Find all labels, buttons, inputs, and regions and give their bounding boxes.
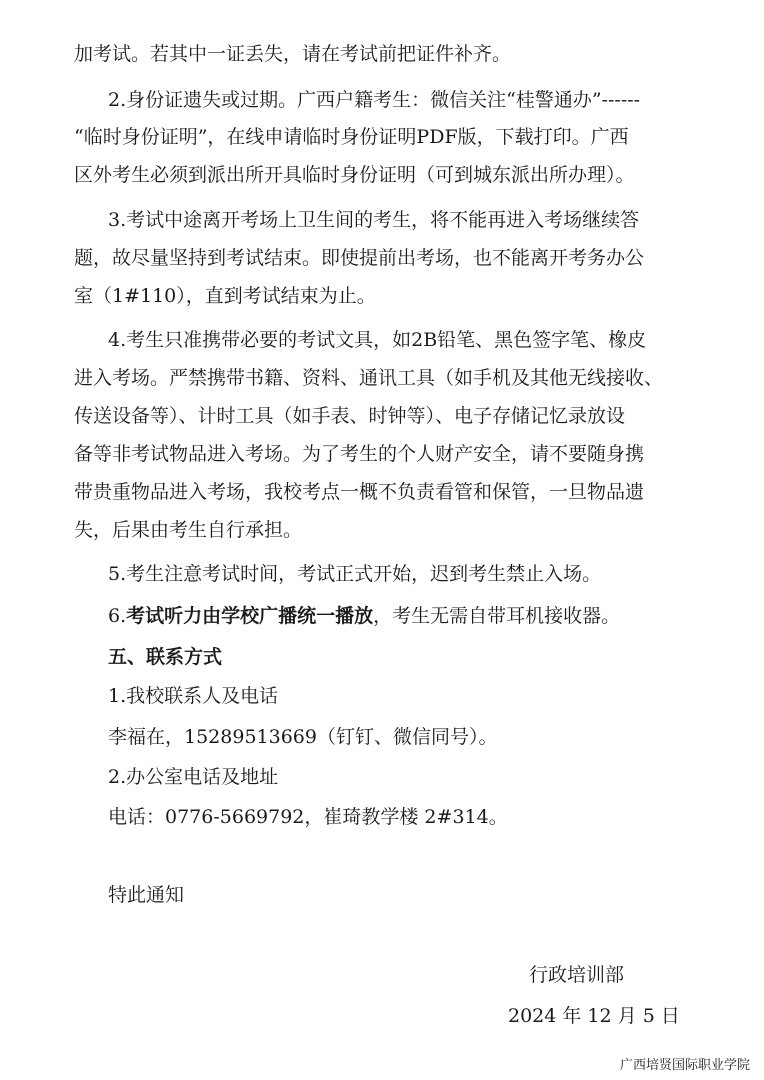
item-3-line-3: 室（1#110），直到考试结束为止。	[74, 285, 376, 307]
item-6-emphasis: 考试听力由学校广播统一播放	[126, 605, 374, 627]
item-4-line-2: 进入考场。严禁携带书籍、资料、通讯工具（如手机及其他无线接收、	[74, 367, 664, 389]
item-5-line: 5.考生注意考试时间，考试正式开始，迟到考生禁止入场。	[108, 563, 602, 585]
contact-person: 李福在，15289513669（钉钉、微信同号）。	[108, 726, 498, 748]
item-4-line-4: 备等非考试物品进入考场。为了考生的个人财产安全，请不要随身携	[74, 443, 645, 465]
contact-sub-1: 1.我校联系人及电话	[108, 685, 279, 707]
contact-heading: 五、联系方式	[108, 646, 223, 668]
item-6-rest: ，考生无需自带耳机接收器。	[373, 605, 621, 627]
item-3-line-1: 3.考试中途离开考场上卫生间的考生，将不能再进入考场继续答	[108, 209, 640, 231]
item-2-line-3: 区外考生必须到派出所开具临时身份证明（可到城东派出所办理）。	[74, 164, 635, 186]
item-2-line-1: 2.身份证遗失或过期。广西户籍考生：微信关注“桂警通办”------	[108, 89, 641, 111]
signature-department: 行政培训部	[529, 964, 625, 986]
item-4-line-1: 4.考生只准携带必要的考试文具，如2B铅笔、黑色签字笔、橡皮	[108, 329, 647, 351]
item-3-line-2: 题，故尽量坚持到考试结束。即使提前出考场，也不能离开考务办公	[74, 247, 645, 269]
item-6-number: 6.	[108, 605, 127, 627]
item-4-line-3: 传送设备等）、计时工具（如手表、时钟等）、电子存储记忆录放设	[74, 405, 626, 427]
item-4-line-5: 带贵重物品进入考场，我校考点一概不负责看管和保管，一旦物品遗	[74, 481, 645, 503]
footer-institution: 广西培贤国际职业学院	[619, 1058, 750, 1073]
item-6-line	[108, 604, 620, 628]
closing-note: 特此通知	[108, 884, 185, 906]
item-2-line-2: “临时身份证明”，在线申请临时身份证明PDF版，下载打印。广西	[74, 126, 629, 148]
body-line-1: 加考试。若其中一证丢失，请在考试前把证件补齐。	[74, 43, 512, 65]
contact-office: 电话：0776-5669792，崔琦教学楼 2#314。	[108, 806, 508, 828]
contact-sub-2: 2.办公室电话及地址	[108, 766, 279, 788]
signature-date: 2024 年 12 月 5 日	[508, 1005, 680, 1027]
item-4-line-6: 失，后果由考生自行承担。	[74, 519, 303, 541]
